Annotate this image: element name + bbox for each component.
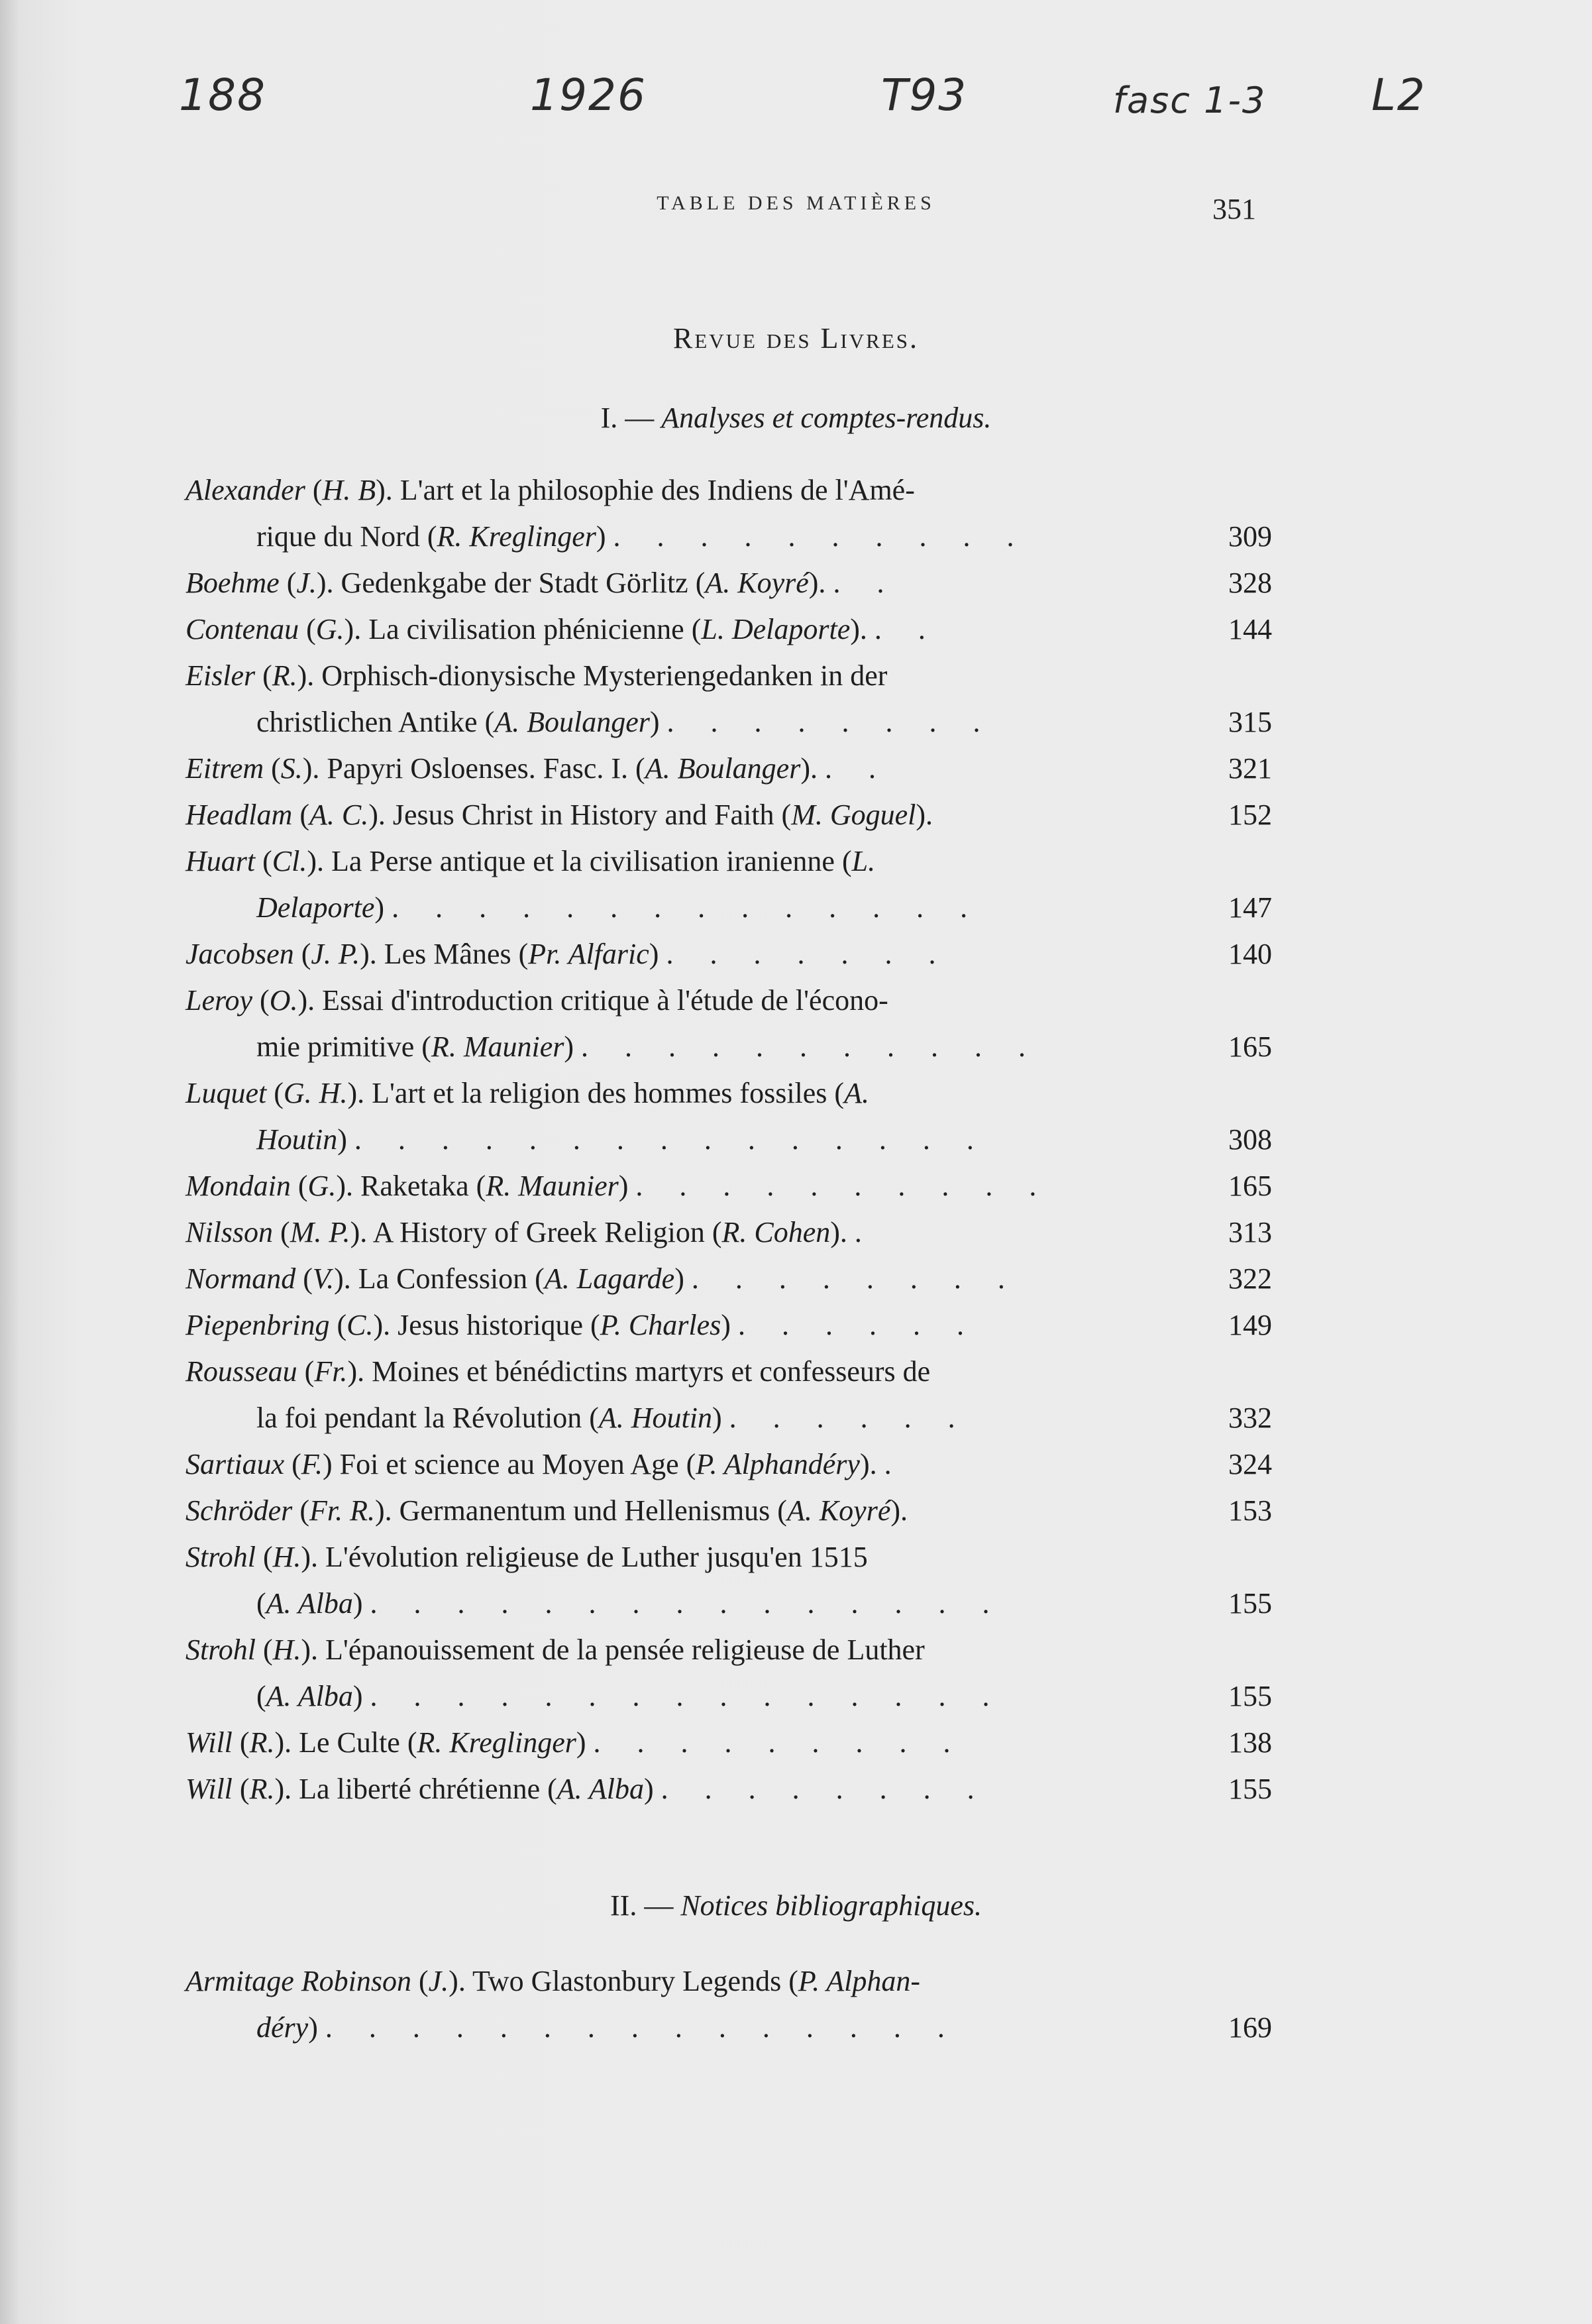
toc-entry-text: Huart (Cl.). La Perse antique et la civilisation iranienne (L.: [186, 845, 876, 877]
toc-entry-text: (A. Alba) . . . . . . . . . . . . . . .: [256, 1587, 1004, 1620]
part1-title: Analyses et comptes-rendus.: [661, 402, 992, 434]
toc-entry-page: 140: [1228, 938, 1272, 970]
part1-heading: [0, 401, 1592, 435]
page-number: 351: [1212, 193, 1256, 225]
toc-entry-text: Strohl (H.). L'évolution religieuse de Luther jusqu'en 1515: [186, 1541, 868, 1573]
handwritten-note: 188: [179, 70, 266, 121]
toc-entry: [186, 1441, 1272, 1488]
toc-entry-text: christlichen Antike (A. Boulanger) . . . . . . . .: [256, 706, 995, 738]
toc-entry-text: Eitrem (S.). Papyri Osloenses. Fasc. I. (A. Boulanger). . .: [186, 752, 890, 785]
toc-entry-text: Jacobsen (J. P.). Les Mânes (Pr. Alfaric) . . . . . . .: [186, 938, 951, 970]
toc-entry: [186, 1720, 1272, 1766]
handwritten-note: fasc 1-3: [1113, 80, 1267, 121]
toc-entry-page: 155: [1228, 1587, 1272, 1620]
toc-entry: [186, 931, 1272, 977]
toc-entry: [186, 1349, 1272, 1441]
toc-entry-text: (A. Alba) . . . . . . . . . . . . . . .: [256, 1680, 1004, 1712]
toc-entry-page: 152: [1228, 799, 1272, 831]
toc-entry-page: 153: [1228, 1494, 1272, 1527]
toc-entry-page: 313: [1228, 1216, 1272, 1248]
toc-entry: [186, 1958, 1272, 2051]
toc-entry-page: 308: [1228, 1123, 1272, 1156]
toc-entry: [186, 1256, 1272, 1302]
toc-entry-text: Piepenbring (C.). Jesus historique (P. Charles) . . . . . .: [186, 1309, 979, 1341]
toc-entry-page: 144: [1228, 613, 1272, 645]
toc-entry: [186, 653, 1272, 746]
toc-entry-text: Luquet (G. H.). L'art et la religion des hommes fossiles (A.: [186, 1077, 869, 1109]
toc-entry: [186, 560, 1272, 606]
toc-entry-page: 328: [1228, 567, 1272, 599]
toc-entry-text: Will (R.). Le Culte (R. Kreglinger) . . . . . . . . .: [186, 1726, 965, 1759]
toc-entry-text: Schröder (Fr. R.). Germanentum und Hellenismus (A. Koyré).: [186, 1494, 908, 1527]
toc-entry-text: Rousseau (Fr.). Moines et bénédictins martyrs et confesseurs de: [186, 1355, 931, 1388]
toc-entry-page: 155: [1228, 1773, 1272, 1805]
part2-number: II. —: [610, 1889, 674, 1922]
toc-entry-page: 149: [1228, 1309, 1272, 1341]
part2-heading: [0, 1889, 1592, 1922]
running-title: TABLE DES MATIÈRES: [657, 192, 935, 214]
section-title: Revue des Livres.: [673, 322, 919, 355]
toc-entry-text: Delaporte) . . . . . . . . . . . . . .: [256, 891, 982, 924]
toc-entry: [186, 1163, 1272, 1209]
toc-entry-text: Headlam (A. C.). Jesus Christ in History and Faith (M. Goguel).: [186, 799, 933, 831]
toc-entry-text: Contenau (G.). La civilisation phénicienne (L. Delaporte). . .: [186, 613, 940, 645]
toc-entry: [186, 977, 1272, 1070]
toc-entry-page: 169: [1228, 2011, 1272, 2044]
toc-entry: [186, 838, 1272, 931]
toc-entry-text: déry) . . . . . . . . . . . . . . .: [256, 2011, 959, 2044]
toc-entry-text: Houtin) . . . . . . . . . . . . . . .: [256, 1123, 988, 1156]
toc-entry: [186, 467, 1272, 560]
toc-entry-page: 165: [1228, 1170, 1272, 1202]
part2-title: Notices bibliographiques.: [680, 1889, 982, 1922]
toc-entry-text: Normand (V.). La Confession (A. Lagarde) . . . . . . . .: [186, 1262, 1020, 1295]
toc-entry: [186, 1302, 1272, 1349]
handwritten-note: 1926: [530, 70, 647, 121]
handwritten-note: T93: [881, 70, 968, 121]
toc-entry-page: 321: [1228, 752, 1272, 785]
toc-entry: [186, 606, 1272, 653]
part2-entry-list: [186, 1958, 1272, 2051]
toc-entry: [186, 1488, 1272, 1534]
toc-entry-text: Sartiaux (F.) Foi et science au Moyen Age (P. Alphandéry). .: [186, 1448, 906, 1480]
toc-entry-page: 138: [1228, 1726, 1272, 1759]
toc-entry-text: Will (R.). La liberté chrétienne (A. Alba) . . . . . . . .: [186, 1773, 989, 1805]
toc-entry: [186, 746, 1272, 792]
toc-entry-page: 332: [1228, 1402, 1272, 1434]
toc-entry-text: Nilsson (M. P.). A History of Greek Religion (R. Cohen). .: [186, 1216, 876, 1248]
toc-entry-page: 315: [1228, 706, 1272, 738]
toc-entry: [186, 1766, 1272, 1812]
toc-entry-text: Boehme (J.). Gedenkgabe der Stadt Görlitz (A. Koyré). . .: [186, 567, 899, 599]
toc-entry-text: Alexander (H. B). L'art et la philosophie des Indiens de l'Amé-: [186, 474, 915, 506]
toc-entry-text: la foi pendant la Révolution (A. Houtin) . . . . . .: [256, 1402, 970, 1434]
toc-entry: [186, 1534, 1272, 1627]
toc-entry-text: Mondain (G.). Raketaka (R. Maunier) . . . . . . . . . .: [186, 1170, 1051, 1202]
toc-entry-page: 309: [1228, 520, 1272, 553]
toc-entry-page: 155: [1228, 1680, 1272, 1712]
part1-entry-list: [186, 467, 1272, 1812]
toc-entry-page: 324: [1228, 1448, 1272, 1480]
toc-entry-page: 165: [1228, 1030, 1272, 1063]
toc-entry-page: 322: [1228, 1262, 1272, 1295]
part1-number: I. —: [600, 402, 655, 434]
toc-entry: [186, 792, 1272, 838]
toc-entry: [186, 1627, 1272, 1720]
toc-entry-text: Leroy (O.). Essai d'introduction critique à l'étude de l'écono-: [186, 984, 888, 1017]
toc-entry-text: Strohl (H.). L'épanouissement de la pensée religieuse de Luther: [186, 1633, 925, 1666]
toc-entry-text: Armitage Robinson (J.). Two Glastonbury Legends (P. Alphan-: [186, 1965, 921, 1997]
toc-entry-text: mie primitive (R. Maunier) . . . . . . . . . . .: [256, 1030, 1040, 1063]
handwritten-note: L2: [1371, 70, 1426, 121]
toc-entry-text: rique du Nord (R. Kreglinger) . . . . . . . . . .: [256, 520, 1029, 553]
toc-entry: [186, 1209, 1272, 1256]
toc-entry-text: Eisler (R.). Orphisch-dionysische Mysteriengedanken in der: [186, 659, 888, 692]
toc-entry-page: 147: [1228, 891, 1272, 924]
toc-entry: [186, 1070, 1272, 1163]
